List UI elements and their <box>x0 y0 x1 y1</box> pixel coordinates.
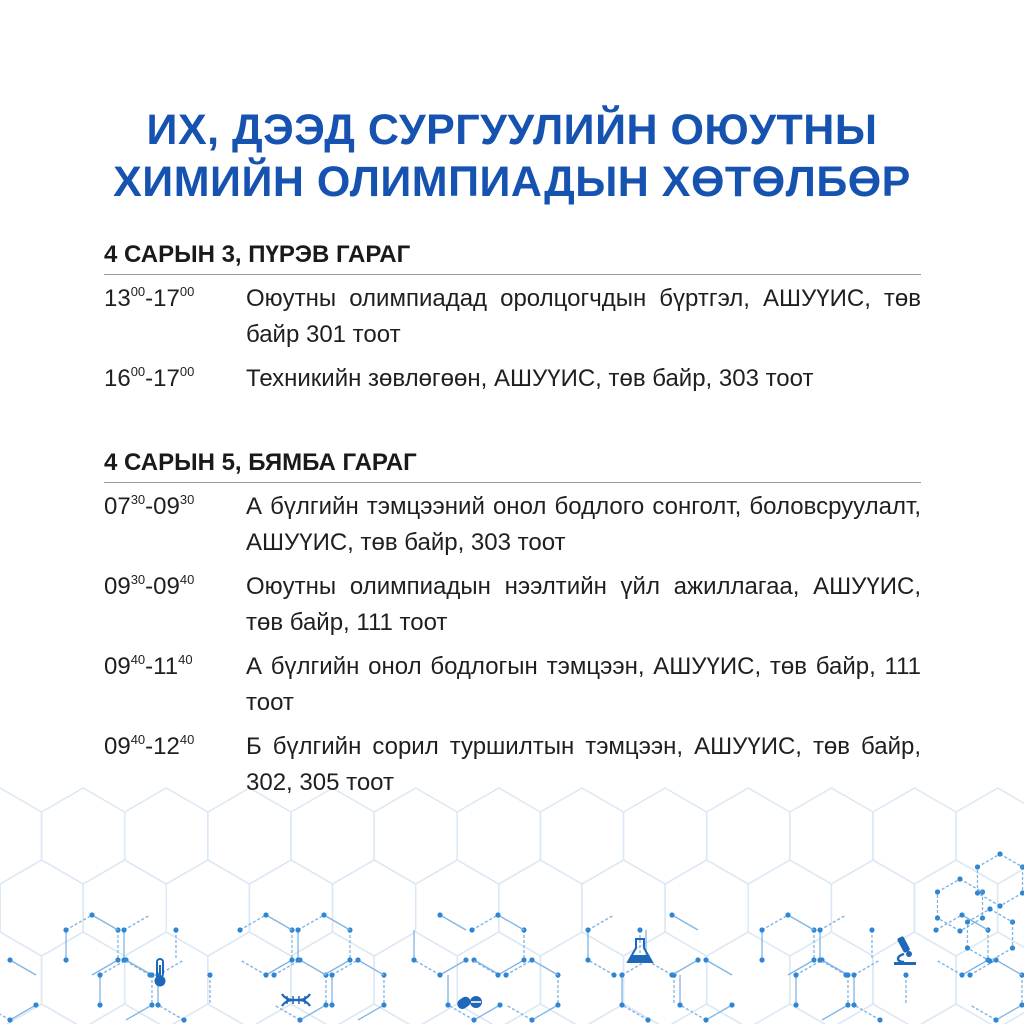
schedule-item <box>104 489 921 561</box>
time-range: $09^{40}-12^{40}$ <box>104 732 195 760</box>
day-heading: 4 САРЫН 5, БЯМБА ГАРАГ <box>104 448 921 483</box>
schedule-item <box>104 281 921 353</box>
schedule-item <box>104 729 921 801</box>
schedule-item <box>104 649 921 721</box>
item-description: Техникийн зөвлөгөөн, АШУҮИС, төв байр, 303 тоот <box>246 365 814 392</box>
time-range: $16^{00}-17^{00}$ <box>104 364 195 392</box>
item-description: Оюутны олимпиадын нээлтийн үйл ажиллагаа, АШУҮИС, төв байр, 111 тоот <box>246 573 921 636</box>
schedule-item <box>104 361 921 397</box>
page-title <box>0 104 1024 208</box>
schedule-item <box>104 569 921 641</box>
title-line-1: ИХ, ДЭЭД СУРГУУЛИЙН ОЮУТНЫ <box>146 106 878 154</box>
time-range: $13^{00}-17^{00}$ <box>104 284 195 312</box>
item-description: А бүлгийн тэмцээний онол бодлого сонголт, боловсруулалт, АШУҮИС, төв байр, 303 тоот <box>246 493 921 556</box>
item-description: Оюутны олимпиадад оролцогчдын бүртгэл, АШУҮИС, төв байр 301 тоот <box>246 285 921 348</box>
thermometer-icon <box>155 959 166 987</box>
pills-icon <box>455 995 482 1011</box>
time-range: $09^{30}-09^{40}$ <box>104 572 195 600</box>
schedule-day-2 <box>104 448 921 809</box>
item-description: Б бүлгийн сорил туршилтын тэмцээн, АШУҮИС, төв байр, 302, 305 тоот <box>246 733 921 796</box>
time-range: $09^{40}-11^{40}$ <box>104 652 193 680</box>
faint-hex-grid <box>0 788 1024 1024</box>
schedule-day-1 <box>104 240 921 405</box>
dna-icon <box>282 994 310 1006</box>
time-range: $07^{30}-09^{30}$ <box>104 492 195 520</box>
day-heading: 4 САРЫН 3, ПҮРЭВ ГАРАГ <box>104 240 921 275</box>
item-description: А бүлгийн онол бодлогын тэмцээн, АШУҮИС, төв байр, 111 тоот <box>246 653 921 716</box>
microscope-icon <box>894 936 916 965</box>
title-line-2: ХИМИЙН ОЛИМПИАДЫН ХӨТӨЛБӨР <box>113 158 911 206</box>
